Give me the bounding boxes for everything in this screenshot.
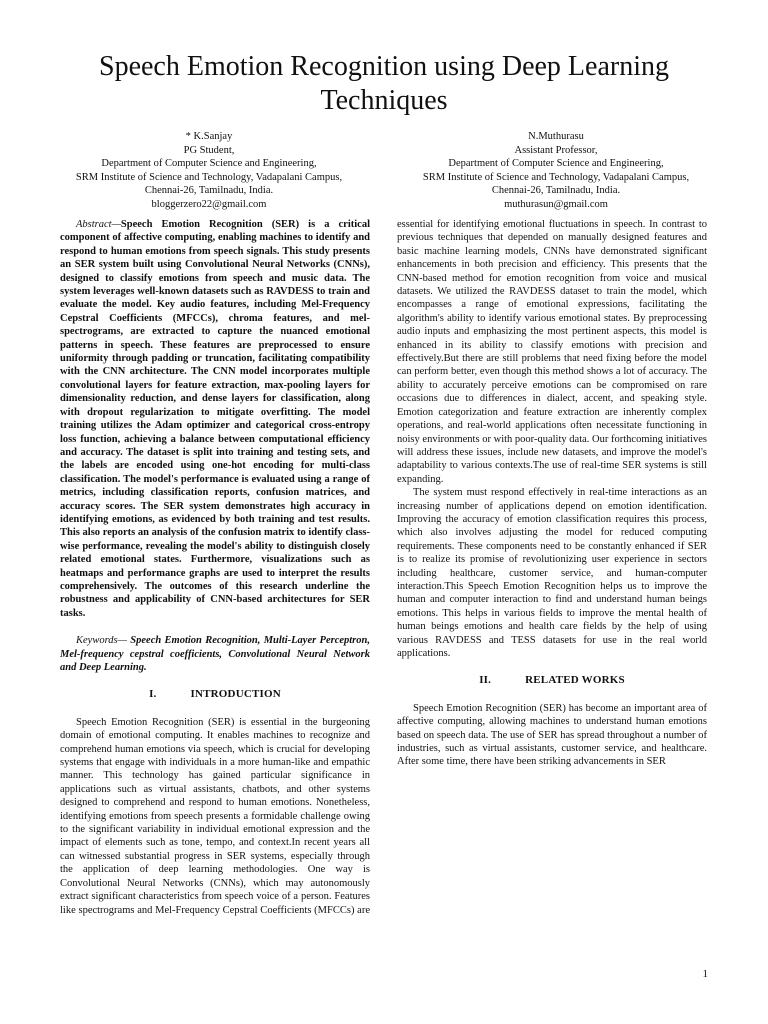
author-name: N.Muthurasu [528, 131, 584, 142]
abstract-label: Abstract— [76, 219, 121, 230]
introduction-paragraph-1-continued: essential for identifying emotional fluctuations in speech. In contrast to previous techniques that depended on manually designed features and basic machine learning models, CNNs have demonstrated significant enhancements in both precision and efficiency. This presents that the CNN-based method for emotion recognition from voice and musical datasets. We utilized the RAVDESS dataset to train the model, which encompasses a range of emotional expressions, facilitating the algorithm's ability to identify various emotional states. By preprocessing audio inputs and emphasizing the most pertinent aspects, this model is enhanced in its ability to classify emotions with precision and effectively.But there are still problems that need fixing before the model can perform better, even though this method shows a lot of accuracy. The ability to accurately perceive emotions can be compromised on rare occasions due to differences in dialect, accent, and speaking style. Emotion categorization and feature extraction are inherently complex operations, and real-world applications often necessitate functioning in noisy environments or with poor-quality data. Our forthcoming initiatives will address these issues, include new datasets, and improve the model's adaptability to various contexts.The use of real-time SER systems is still expanding. [397, 219, 707, 485]
author-email: bloggerzero22@gmail.com [151, 198, 267, 210]
related-works-paragraph-1: Speech Emotion Recognition (SER) has become an important area of affective computing, allowing machines to understand human emotions based on speech data. The use of SER has spread throughout a number of industries, such as virtual assistants, customer service, and healthcare. After some time, there have been striking advancements in SER [397, 702, 707, 768]
section-heading-introduction [60, 688, 370, 701]
author-role: Assistant Professor, [514, 144, 598, 156]
author-city: Chennai-26, Tamilnadu, India. [491, 185, 621, 196]
left-column [60, 218, 370, 917]
section-number: II. [479, 674, 492, 687]
abstract-text: Speech Emotion Recognition (SER) is a critical component of affective computing, enabling machines to identify and respond to human emotions from speech signals. This study presents an SER system built using Convolutional Neural Networks (CNNs), designed to classify emotions from speech and music data. The system leverages well-known datasets such as RAVDESS to train and evaluate the model. Key audio features, including Mel-Frequency Cepstral Coefficients (MFCCs), chroma features, and mel-spectrograms, are extracted to capture the nuanced emotional patterns in speech. These features are preprocessed to ensure uniformity through padding or truncation, facilitating compatibility with the CNN architecture. The CNN model incorporates multiple convolutional layers for feature extraction, max-pooling layers for dimensionality reduction, and dense layers for classification, along with dropout regularization to mitigate overfitting. The model training utilizes the Adam optimizer and categorical cross-entropy loss function, achieving a balance between computational efficiency and accuracy. The dataset is split into training and testing sets, and the labels are encoded using one-hot encoding for multi-class classification. The model's performance is evaluated using a range of metrics, including classification reports, confusion matrices, and accuracy scores. The SER system demonstrates high accuracy in identifying emotions, as evidenced by both training and test results. This also reports an analysis of the confusion matrix to identify class-wise performance, revealing the model's ability to distinguish closely related emotional states. Furthermore, visualizations such as heatmaps and performance graphs are used to interpret the results comprehensively. The outcomes of this research underline the robustness and applicability of CNN-based architectures for SER tasks. [60, 219, 370, 619]
paper-title: Speech Emotion Recognition using Deep Learning Techniques [99, 51, 669, 116]
keywords-text: Speech Emotion Recognition, Multi-Layer Perceptron, Mel-frequency cepstral coefficients, Convolutional Neural Network and Deep Learning. [60, 635, 370, 673]
section-number: I. [149, 688, 157, 701]
author-block-1 [59, 130, 359, 211]
introduction-paragraph-1: Speech Emotion Recognition (SER) is essential in the burgeoning domain of emotional computing. It enables machines to recognize and comprehend human emotions via speech, which is crucial for developing systems that engage with individuals in a more human-like and empathic manner. This technology has gained particular significance in applications such as virtual assistants, chatbots, and other systems designed to comprehend and respond to human emotions. Nonetheless, identifying emotions from speech presents a formidable challenge owing to the significant variability in individual emotional expression and the impact of elements such as tone, tempo, and context.In recent years all can witnessed substantial progress in SER systems, especially through the application of deep learning methodologies. One way is Convolutional Neural Networks (CNNs), which may autonomously extract significant characteristics from speech voice of a person. Features like spectrograms and Mel-Frequency Cepstral Coefficients (MFCCs) are [60, 716, 370, 916]
introduction-paragraph-2: The system must respond effectively in real-time interactions as an increasing number of applications depend on emotion identification. Improving the accuracy of emotion classification requires this process, which also involves adjusting the model for reduced computing requirements. These components need to be constantly enhanced if SER is to realize its promise of revolutionizing user experience in sectors including healthcare, customer service, and human-computer interaction.This Speech Emotion Recognition helps us to improve the human and computer interaction to find and understand human beings emotions. This helps in various fields to improve the mental health of human beings emotions and health care fields by the help of using various RAVDESS and TESS datasets for use in the real world applications. [397, 487, 707, 659]
author-department: Department of Computer Science and Engineering, [101, 158, 317, 169]
section-title: INTRODUCTION [190, 688, 281, 701]
author-institution: SRM Institute of Science and Technology, Vadapalani Campus, [422, 171, 690, 183]
section-heading-related-works [397, 674, 707, 687]
keywords [60, 634, 370, 674]
author-institution: SRM Institute of Science and Technology, Vadapalani Campus, [75, 171, 343, 183]
page-number: 1 [702, 968, 708, 980]
abstract [60, 218, 370, 620]
right-column [397, 218, 707, 769]
author-city: Chennai-26, Tamilnadu, India. [144, 185, 274, 196]
author-role: PG Student, [183, 144, 235, 156]
keywords-label: Keywords— [76, 635, 127, 647]
author-email: muthurasun@gmail.com [504, 198, 608, 210]
author-block-2 [406, 130, 706, 211]
section-title: RELATED WORKS [525, 674, 625, 687]
author-department: Department of Computer Science and Engineering, [448, 158, 664, 169]
author-name: * K.Sanjay [185, 131, 233, 142]
